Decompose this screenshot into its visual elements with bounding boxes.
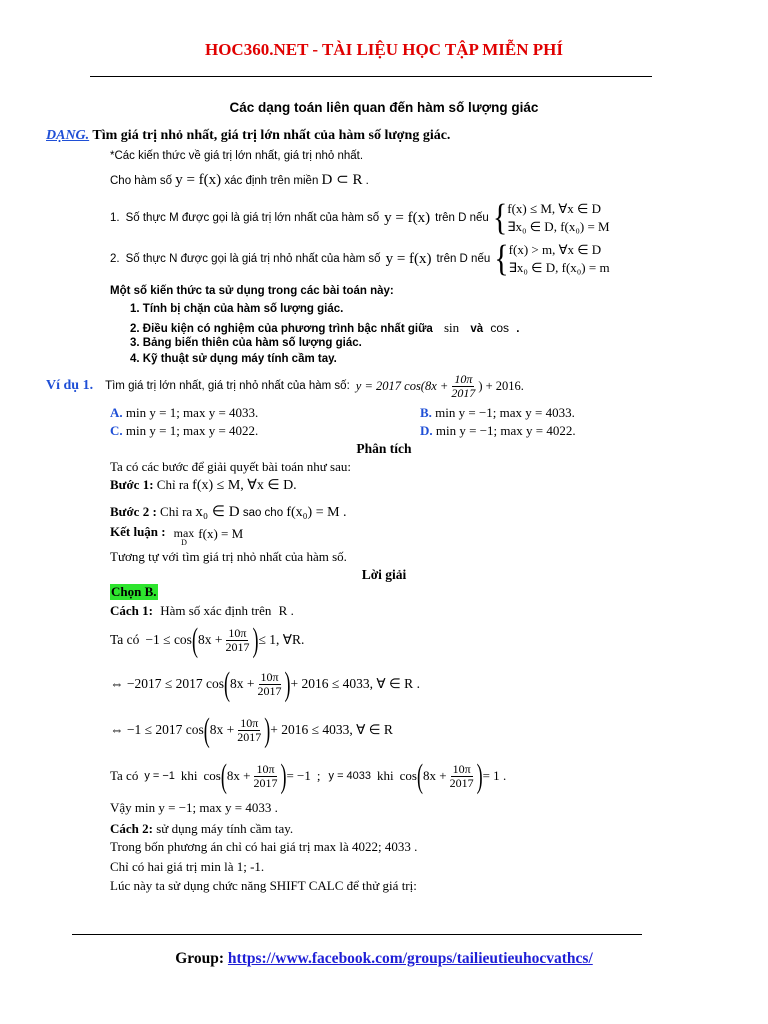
item-1-num: 1. bbox=[110, 212, 120, 224]
footer-divider bbox=[72, 934, 642, 935]
footer-group bbox=[0, 950, 768, 968]
option-c[interactable]: C. min y = 1; max y = 4022. bbox=[110, 423, 259, 438]
option-b[interactable]: B. min y = −1; max y = 4033. bbox=[420, 405, 575, 420]
solution-line-3: ⇔ −1 ≤ 2017 cos ( 8x + $\frac{10\pi}{2017}$ ) + 2016 ≤ 4033, ∀ ∈ R bbox=[110, 710, 393, 749]
example-func-post: ) + 2016. bbox=[478, 378, 524, 393]
example-line bbox=[46, 368, 524, 404]
topic-label: DẠNG. bbox=[46, 128, 90, 143]
example-func-pre: y = 2017 cos(8x + bbox=[355, 378, 449, 393]
item-1-mid: trên D nếu bbox=[435, 212, 489, 224]
analysis-similar: Tương tự với tìm giá trị nhỏ nhất của hàm số. bbox=[110, 549, 347, 564]
cach-2: Cách 2: sử dụng máy tính cầm tay. bbox=[110, 821, 294, 836]
given-domain: D ⊂ R bbox=[321, 172, 363, 188]
given-end: . bbox=[365, 175, 369, 187]
method-2: 2. Điều kiện có nghiệm của phương trình bậc nhất giữa sin và cos . bbox=[130, 320, 520, 335]
solution-line-2: ⇔ −2017 ≤ 2017 cos ( 8x + $\frac{10\pi}{2017}$ ) + 2016 ≤ 4033, ∀ ∈ R . bbox=[110, 664, 420, 703]
cach-2-line-1: Trong bốn phương án chỉ có hai giá trị max là 4022; 4033 . bbox=[110, 839, 418, 854]
item-1-cond1: f(x) ≤ M, ∀x ∈ D bbox=[507, 201, 602, 217]
brace: { bbox=[494, 237, 509, 279]
analysis-heading: Phân tích bbox=[356, 441, 412, 456]
example-label: Ví dụ 1. bbox=[46, 378, 94, 393]
item-2-text: Số thực N được gọi là giá trị nhỏ nhất của hàm số bbox=[125, 253, 381, 265]
item-2-mid: trên D nếu bbox=[436, 253, 491, 265]
item-2-num: 2. bbox=[110, 253, 120, 265]
given-line bbox=[110, 170, 369, 189]
item-1 bbox=[110, 197, 610, 239]
cach-1: Cách 1: Hàm số xác định trên R . bbox=[110, 603, 294, 618]
item-2-cond1: f(x) > m, ∀x ∈ D bbox=[508, 242, 602, 258]
cach-2-line-3: Lúc này ta sử dụng chức năng SHIFT CALC để thử giá trị: bbox=[110, 878, 417, 893]
step-1: Bước 1: Chỉ ra f(x) ≤ M, ∀x ∈ D. bbox=[110, 477, 297, 493]
answer-badge: Chọn B. bbox=[111, 584, 157, 599]
cach-2-line-2: Chỉ có hai giá trị min là 1; -1. bbox=[110, 859, 265, 874]
option-d[interactable]: D. min y = −1; max y = 4022. bbox=[420, 423, 576, 438]
brace: { bbox=[492, 196, 508, 238]
example-fraction: $\frac{10\pi}{2017}$ bbox=[451, 371, 476, 400]
item-2-cond2: ∃x₀ ∈ D, f(x₀) = m bbox=[508, 260, 610, 275]
method-4: 4. Kỹ thuật sử dụng máy tính cầm tay. bbox=[130, 353, 337, 365]
item-1-cond2: ∃x₀ ∈ D, f(x₀) = M bbox=[507, 219, 610, 234]
item-2-func: y = f(x) bbox=[385, 250, 432, 267]
step-2: Bước 2 : Chỉ ra x₀ ∈ D sao cho f(x₀) = M . bbox=[110, 504, 347, 520]
method-1: 1. Tính bị chặn của hàm số lượng giác. bbox=[130, 303, 344, 315]
methods-intro: Một số kiến thức ta sử dụng trong các bài toán này: bbox=[110, 285, 394, 297]
knowledge-intro: *Các kiến thức về giá trị lớn nhất, giá trị nhỏ nhất. bbox=[110, 150, 364, 162]
item-1-func: y = f(x) bbox=[384, 209, 431, 226]
given-pre: Cho hàm số bbox=[110, 175, 173, 187]
header-divider bbox=[90, 76, 652, 77]
example-question: Tìm giá trị lớn nhất, giá trị nhỏ nhất của hàm số: bbox=[105, 380, 350, 392]
footer-link[interactable]: https://www.facebook.com/groups/tailieutieuhocvathcs/ bbox=[227, 950, 593, 967]
conclusion: Kết luận : max D f(x) = M bbox=[110, 524, 244, 547]
topic-text: Tìm giá trị nhỏ nhất, giá trị lớn nhất của hàm số lượng giác. bbox=[92, 128, 451, 143]
analysis-intro: Ta có các bước để giải quyết bài toán như sau: bbox=[110, 459, 351, 474]
site-header: HOC360.NET - TÀI LIỆU HỌC TẬP MIỄN PHÍ bbox=[204, 40, 563, 59]
doc-title: Các dạng toán liên quan đến hàm số lượng giác bbox=[229, 100, 539, 115]
topic-line bbox=[46, 128, 450, 144]
given-func: y = f(x) bbox=[175, 172, 222, 188]
conclusion-line: Vậy min y = −1; max y = 4033 . bbox=[110, 800, 278, 815]
option-a[interactable]: A. min y = 1; max y = 4033. bbox=[110, 405, 259, 420]
solution-line-1: Ta có −1 ≤ cos ( 8x + $\frac{10\pi}{2017}$ ) ≤ 1, ∀R. bbox=[110, 620, 305, 659]
solution-line-4: Ta có y = −1 khi cos ( 8x + $\frac{10\pi}{2017}$ ) = −1 ; y = 4033 khi cos ( 8x + $\frac{10\pi}{2017}$ ) = 1 . bbox=[110, 756, 507, 795]
item-1-text: Số thực M được gọi là giá trị lớn nhất của hàm số bbox=[125, 212, 380, 224]
given-mid: xác định trên miền bbox=[224, 175, 319, 187]
solution-heading: Lời giải bbox=[361, 567, 407, 582]
footer-label: Group: bbox=[175, 950, 225, 967]
method-3: 3. Bảng biến thiên của hàm số lượng giác. bbox=[130, 337, 362, 349]
item-2 bbox=[110, 238, 610, 280]
